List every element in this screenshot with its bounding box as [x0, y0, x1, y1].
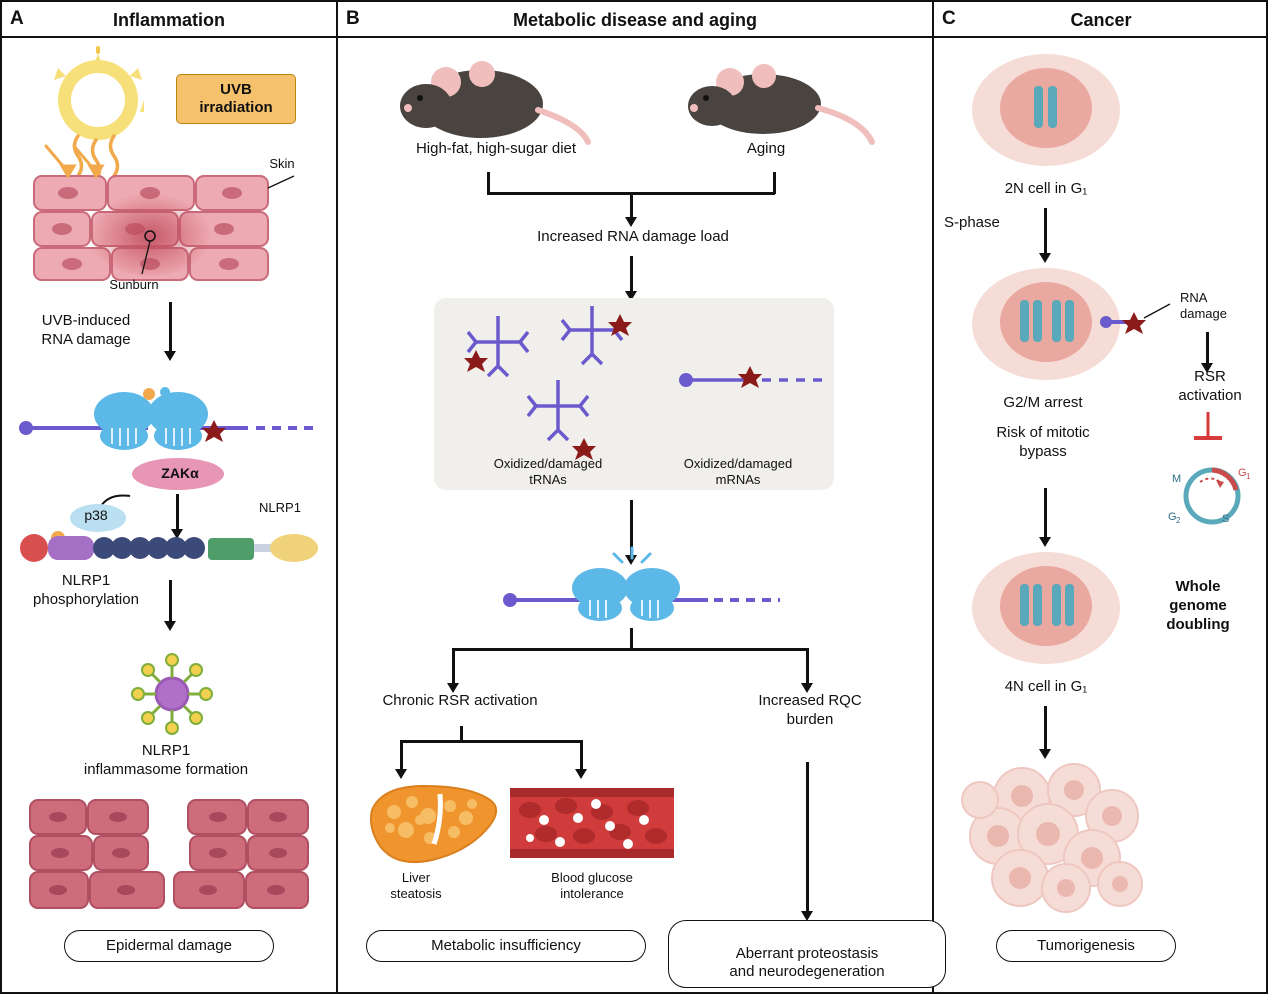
- arrow-a-1: [169, 302, 172, 352]
- tumorigenesis-outcome: [996, 930, 1176, 962]
- arrow-b-merge: [630, 192, 633, 218]
- blood-glucose-label: Blood glucose intolerance: [551, 870, 633, 902]
- panel-a-letter: A: [10, 8, 24, 29]
- panel-inflammation: [2, 2, 338, 992]
- blood-glucose-icon: [510, 788, 674, 860]
- arrow-b-rqc-down: [806, 762, 809, 912]
- arrow-a-2: [169, 580, 172, 622]
- tumor-mass-icon: [962, 762, 1158, 912]
- chronic-rsr-label: Chronic RSR activation: [382, 692, 538, 709]
- s-phase-label: S-phase: [944, 214, 1000, 231]
- inflammasome-complex: [124, 650, 220, 740]
- svg-text:1: 1: [1246, 472, 1251, 481]
- liver-steatosis-label: Liver steatosis: [390, 870, 442, 902]
- metabolic-insufficiency-outcome: [366, 930, 646, 962]
- svg-text:G: G: [1238, 467, 1247, 479]
- uvb-irradiation-label: UVB irradiation: [199, 81, 273, 116]
- svg-text:G: G: [1168, 511, 1177, 523]
- epidermal-damage-illustration: [28, 798, 312, 918]
- split-crossbar: [452, 648, 808, 651]
- mouse-diet-icon: [386, 48, 596, 144]
- panel-b-letter: B: [346, 8, 360, 29]
- split-stem: [630, 628, 633, 650]
- arrow-b-liver: [400, 740, 403, 770]
- rsr-activation-label: RSR activation: [1178, 368, 1242, 404]
- panel-metabolic-aging: [338, 2, 934, 992]
- arrow-b-1: [630, 256, 633, 292]
- arrow-c-2: [1044, 488, 1047, 538]
- panel-c-divider: [934, 36, 1268, 38]
- whole-genome-doubling-label: Whole genome doubling: [1166, 578, 1230, 633]
- bracket-left-stem: [487, 172, 490, 194]
- mouse-aging-icon: [668, 48, 878, 144]
- cell-wgd: [956, 544, 1156, 674]
- uvb-irradiation-box: [176, 74, 296, 124]
- panel-b-divider: [338, 36, 932, 38]
- liver-steatosis-icon: [366, 780, 498, 866]
- nlrp1-inflammasome-label: NLRP1 inflammasome formation: [83, 742, 249, 778]
- panel-c-letter: C: [942, 8, 956, 29]
- skin-label: Skin: [269, 156, 295, 171]
- arrow-b-left: [452, 648, 455, 684]
- cell-2n-label: 2N cell in G₁: [1004, 180, 1088, 197]
- rna-damage-label: RNA damage: [1180, 290, 1227, 322]
- diet-label: High-fat, high-sugar diet: [415, 140, 577, 157]
- panel-c-title: Cancer: [1070, 10, 1132, 30]
- oxidized-trnas-label: Oxidized/damaged tRNAs: [493, 456, 603, 488]
- aberrant-proteostasis-outcome: [668, 920, 946, 988]
- arrow-b-glucose: [580, 740, 583, 770]
- nlrp1-domain-diagram: [18, 528, 318, 568]
- arrow-a-zaka-nlrp1: [176, 494, 179, 530]
- mitotic-bypass-label: Risk of mitotic bypass: [996, 424, 1090, 460]
- arrow-b-right: [806, 648, 809, 684]
- nlrp1-phosphorylation-label: NLRP1 phosphorylation: [33, 572, 139, 608]
- bracket-right-stem: [773, 172, 776, 194]
- svg-text:M: M: [1172, 473, 1182, 485]
- aging-label: Aging: [746, 140, 786, 157]
- tumorigenesis-label: Tumorigenesis: [1037, 937, 1135, 954]
- panel-a-divider: [2, 36, 336, 38]
- increased-rna-damage-load-label: Increased RNA damage load: [537, 228, 729, 245]
- cell-4n-g2: [956, 260, 1196, 390]
- cell-2n-g1: [956, 46, 1136, 176]
- zaka-label: ZAKα: [161, 465, 199, 481]
- oxidized-mrnas-label: Oxidized/damaged mRNAs: [683, 456, 793, 488]
- p38-label: p38: [84, 507, 108, 523]
- epidermal-damage-outcome: [64, 930, 274, 962]
- uvb-induced-rna-damage-label: UVB-induced RNA damage: [41, 312, 131, 348]
- damaged-rna-illustration: [450, 302, 830, 472]
- cell-cycle-icon: [1160, 450, 1260, 546]
- collided-ribosome-b: [502, 554, 782, 626]
- cell-4n-g1-label: 4N cell in G₁: [1004, 678, 1088, 695]
- aberrant-proteostasis-label: Aberrant proteostasis and neurodegeneration: [729, 945, 885, 980]
- skin-epidermis: [32, 174, 308, 284]
- epidermal-damage-outcome-label: Epidermal damage: [106, 937, 232, 954]
- arrow-c-rsr: [1206, 332, 1209, 364]
- arrow-c-1: [1044, 208, 1047, 254]
- split2-crossbar: [400, 740, 582, 743]
- panel-b-title: Metabolic disease and aging: [512, 10, 758, 30]
- metabolic-insufficiency-label: Metabolic insufficiency: [431, 937, 581, 954]
- nlrp1-label: NLRP1: [259, 500, 301, 515]
- arrow-c-3: [1044, 706, 1047, 750]
- sunburn-label: Sunburn: [109, 277, 159, 292]
- g2m-arrest-label: G2/M arrest: [1003, 394, 1083, 411]
- panel-a-title: Inflammation: [112, 10, 225, 30]
- svg-text:2: 2: [1176, 516, 1181, 525]
- rqc-burden-label: Increased RQC burden: [758, 692, 862, 728]
- panel-cancer: [934, 2, 1268, 992]
- uv-arrows-icon: [38, 142, 158, 184]
- rna-damage-star-icon: [202, 420, 226, 442]
- inhibition-arrow-icon: [1186, 410, 1230, 450]
- svg-text:S: S: [1222, 513, 1230, 525]
